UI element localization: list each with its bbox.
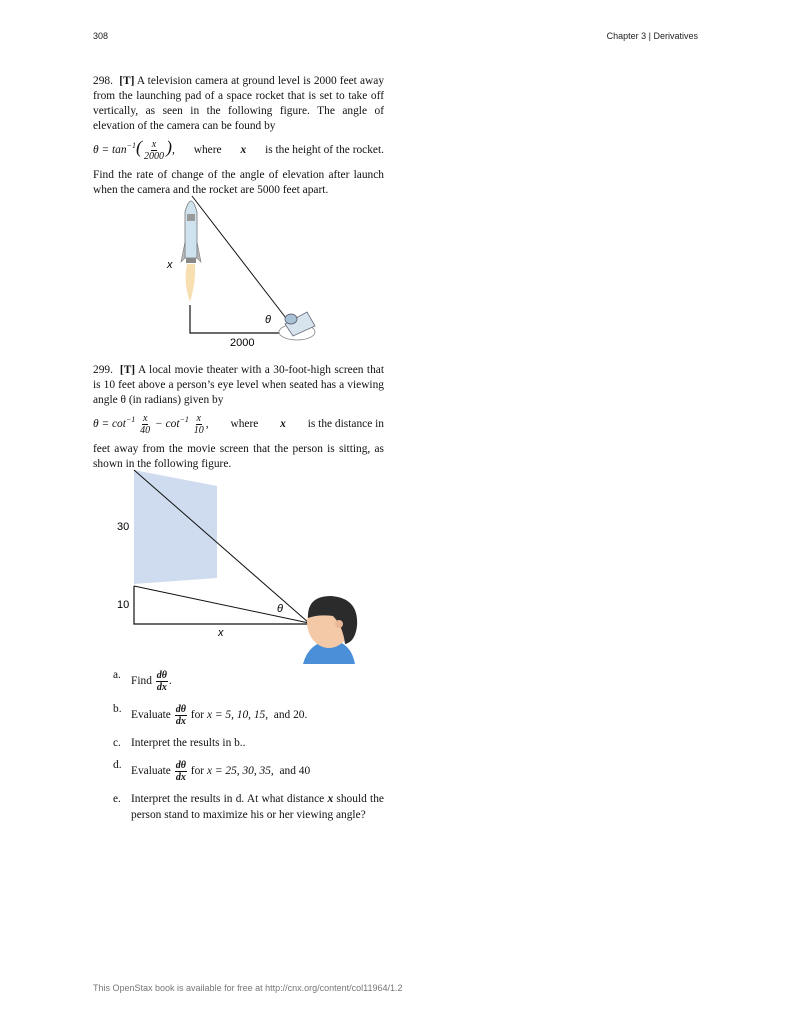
part-c: c. Interpret the results in b.. (113, 737, 246, 749)
person-icon (303, 596, 357, 664)
page-number: 308 (93, 31, 109, 41)
line-of-sight (192, 196, 289, 322)
ground-lines (190, 305, 289, 333)
angle-theta-label: θ (265, 314, 271, 326)
problem-299-parts (113, 667, 384, 829)
problem-299-formula: $\theta = \cot^{-1}$ $\frac{x}{40}$ − $\cot^{-1}$ $\frac{x}{10}$ , where x is the distance in (93, 412, 384, 436)
base-distance-label: 2000 (230, 337, 255, 349)
problem-299-statement: 299. [T] A local movie theater with a 30-foot-high screen that is 10 feet above a person’s eye level when seated has a viewing angle θ (in radians) given by (93, 364, 385, 406)
rocket-icon (181, 201, 201, 302)
distance-label: x (218, 627, 224, 639)
formula-299: $\theta = \cot^{-1}$ $\frac{x}{40}$ − $\cot^{-1}$ $\frac{x}{10}$ , (93, 412, 209, 436)
part-a: a. Find $\frac{d\theta}{dx}$ . (113, 669, 172, 693)
rocket-figure (93, 192, 384, 354)
chapter-title: Chapter 3 | Derivatives (606, 31, 698, 41)
formula-298: $\theta = \tan^{-1}$( $\frac{x}{2000}$ ), (93, 136, 175, 162)
viewing-angle-label: θ (277, 603, 283, 615)
problem-299-continuation: feet away from the movie screen that the person is sitting, as shown in the following figure. (93, 443, 384, 470)
part-e: e. Interpret the results in d. At what distance x should the person stand to maximize his or her viewing angle? (113, 793, 384, 821)
part-b: b. Evaluate $\frac{d\theta}{dx}$ for x = 5, 10, 15, and 20. (113, 703, 308, 727)
problem-298 (93, 74, 384, 198)
problem-298-statement: 298. [T] A television camera at ground level is 2000 feet away from the launching pad of a space rocket that is set to take off vertically, as seen in the following figure. The angle of elevation of the camera can be found by (93, 75, 385, 132)
problem-298-question: Find the rate of change of the angle of elevation after launch when the camera and the rocket are 5000 feet apart. (93, 169, 384, 196)
theater-figure (93, 466, 384, 670)
problem-299 (93, 363, 384, 472)
footer-note: This OpenStax book is available for free at http://cnx.org/content/col11964/1.2 (93, 983, 403, 993)
problem-298-formula: $\theta = \tan^{-1}$( $\frac{x}{2000}$ ), where x is the height of the rocket. (93, 136, 384, 162)
rocket-height-label: x (167, 259, 173, 271)
eye-offset-label: 10 (117, 599, 130, 611)
part-d: d. Evaluate $\frac{d\theta}{dx}$ for x = 25, 30, 35, and 40 (113, 759, 311, 783)
movie-screen (134, 470, 217, 584)
screen-height-label: 30 (117, 521, 130, 533)
